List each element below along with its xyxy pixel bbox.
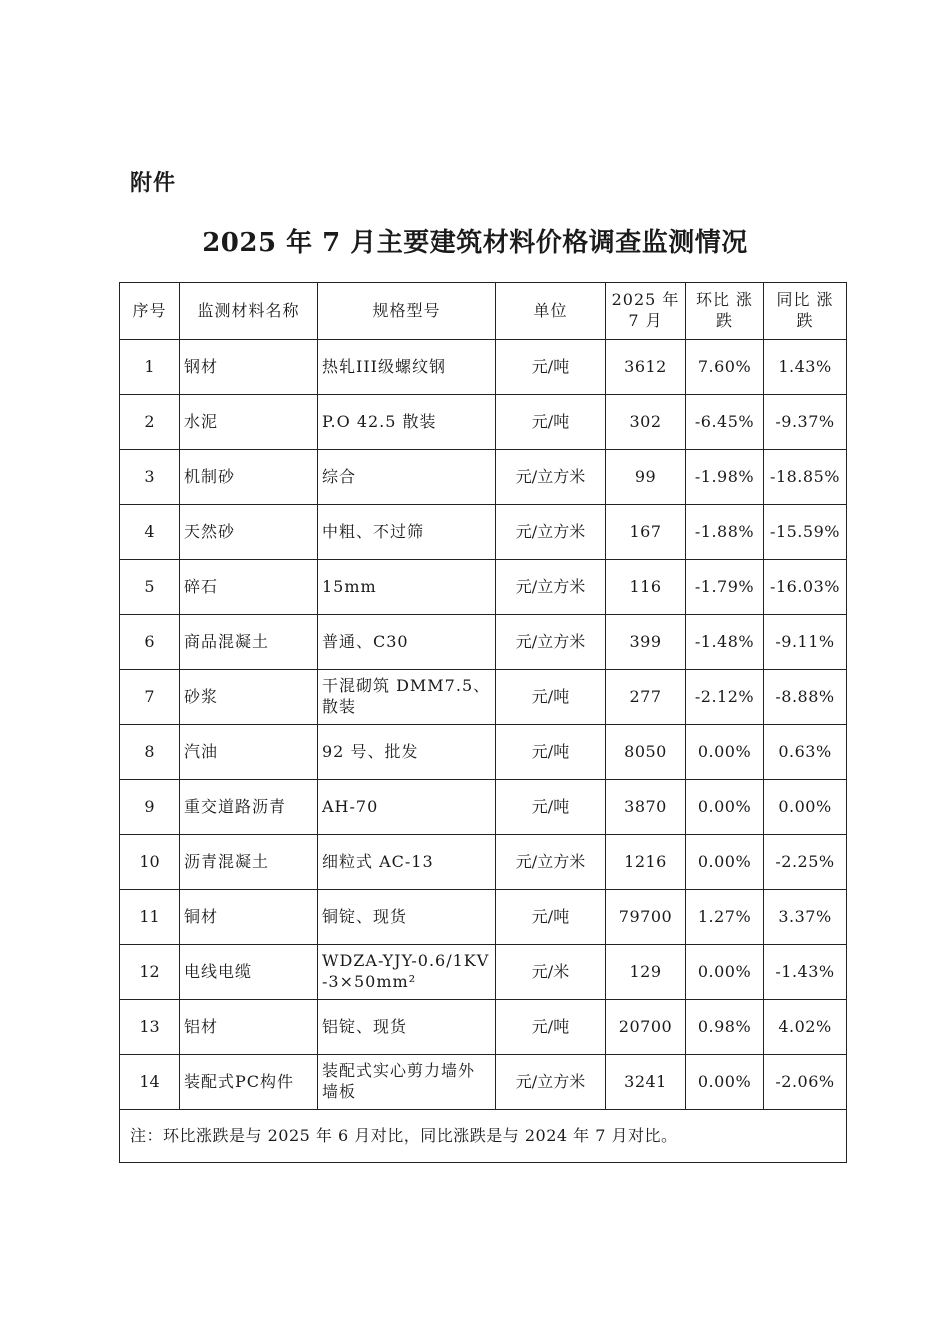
cell-spec: 铜锭、现货: [318, 890, 496, 945]
cell-mom-change: -2.12%: [686, 670, 764, 725]
cell-mom-change: 0.00%: [686, 1055, 764, 1110]
cell-unit: 元/吨: [496, 395, 606, 450]
table-row: [120, 780, 847, 835]
cell-unit: 元/立方米: [496, 835, 606, 890]
cell-price: 116: [606, 560, 686, 615]
cell-no: 13: [120, 1000, 180, 1055]
cell-yoy-change: -1.43%: [764, 945, 847, 1000]
cell-spec: 干混砌筑 DMM7.5、散装: [318, 670, 496, 725]
cell-mom-change: 0.00%: [686, 780, 764, 835]
cell-yoy-change: 1.43%: [764, 340, 847, 395]
cell-price: 302: [606, 395, 686, 450]
cell-yoy-change: 4.02%: [764, 1000, 847, 1055]
cell-unit: 元/立方米: [496, 615, 606, 670]
cell-no: 9: [120, 780, 180, 835]
cell-material-name: 碎石: [180, 560, 318, 615]
cell-material-name: 机制砂: [180, 450, 318, 505]
cell-material-name: 电线电缆: [180, 945, 318, 1000]
cell-yoy-change: -15.59%: [764, 505, 847, 560]
cell-unit: 元/吨: [496, 780, 606, 835]
cell-spec: 92 号、批发: [318, 725, 496, 780]
cell-price: 3612: [606, 340, 686, 395]
cell-yoy-change: -9.37%: [764, 395, 847, 450]
cell-no: 6: [120, 615, 180, 670]
cell-no: 10: [120, 835, 180, 890]
header-spec: 规格型号: [318, 283, 496, 340]
cell-price: 277: [606, 670, 686, 725]
cell-spec: 热轧III级螺纹钢: [318, 340, 496, 395]
cell-yoy-change: -2.06%: [764, 1055, 847, 1110]
cell-spec: 15mm: [318, 560, 496, 615]
cell-yoy-change: -16.03%: [764, 560, 847, 615]
table-row: [120, 615, 847, 670]
cell-yoy-change: -8.88%: [764, 670, 847, 725]
cell-yoy-change: 0.63%: [764, 725, 847, 780]
cell-mom-change: 0.00%: [686, 725, 764, 780]
table-row: [120, 945, 847, 1000]
header-no: 序号: [120, 283, 180, 340]
cell-unit: 元/吨: [496, 670, 606, 725]
cell-yoy-change: -9.11%: [764, 615, 847, 670]
cell-spec: 中粗、不过筛: [318, 505, 496, 560]
table-row: [120, 395, 847, 450]
table-note-row: [120, 1110, 847, 1163]
cell-material-name: 水泥: [180, 395, 318, 450]
cell-mom-change: -1.98%: [686, 450, 764, 505]
cell-no: 7: [120, 670, 180, 725]
cell-price: 79700: [606, 890, 686, 945]
cell-price: 20700: [606, 1000, 686, 1055]
table-row: [120, 670, 847, 725]
cell-mom-change: -1.88%: [686, 505, 764, 560]
table-row: [120, 725, 847, 780]
cell-unit: 元/立方米: [496, 1055, 606, 1110]
table-row: [120, 1055, 847, 1110]
cell-no: 5: [120, 560, 180, 615]
cell-no: 4: [120, 505, 180, 560]
table-row: [120, 340, 847, 395]
cell-unit: 元/吨: [496, 340, 606, 395]
cell-price: 129: [606, 945, 686, 1000]
cell-material-name: 天然砂: [180, 505, 318, 560]
cell-no: 3: [120, 450, 180, 505]
cell-yoy-change: -18.85%: [764, 450, 847, 505]
cell-spec: 装配式实心剪力墙外墙板: [318, 1055, 496, 1110]
cell-unit: 元/立方米: [496, 505, 606, 560]
cell-material-name: 商品混凝土: [180, 615, 318, 670]
table-row: [120, 505, 847, 560]
table-row: [120, 450, 847, 505]
header-price: 2025 年 7 月: [606, 283, 686, 340]
cell-mom-change: 0.98%: [686, 1000, 764, 1055]
cell-mom-change: 0.00%: [686, 835, 764, 890]
cell-spec: 细粒式 AC-13: [318, 835, 496, 890]
cell-spec: 普通、C30: [318, 615, 496, 670]
cell-spec: AH-70: [318, 780, 496, 835]
cell-spec: WDZA-YJY-0.6/1KV -3×50mm²: [318, 945, 496, 1000]
cell-material-name: 铜材: [180, 890, 318, 945]
cell-price: 399: [606, 615, 686, 670]
cell-material-name: 装配式PC构件: [180, 1055, 318, 1110]
cell-spec: P.O 42.5 散装: [318, 395, 496, 450]
cell-no: 8: [120, 725, 180, 780]
cell-mom-change: -6.45%: [686, 395, 764, 450]
cell-mom-change: 1.27%: [686, 890, 764, 945]
cell-price: 8050: [606, 725, 686, 780]
cell-no: 14: [120, 1055, 180, 1110]
cell-yoy-change: 3.37%: [764, 890, 847, 945]
cell-price: 1216: [606, 835, 686, 890]
cell-mom-change: -1.48%: [686, 615, 764, 670]
header-material-name: 监测材料名称: [180, 283, 318, 340]
header-unit: 单位: [496, 283, 606, 340]
cell-material-name: 重交道路沥青: [180, 780, 318, 835]
cell-yoy-change: 0.00%: [764, 780, 847, 835]
cell-unit: 元/吨: [496, 725, 606, 780]
cell-mom-change: 0.00%: [686, 945, 764, 1000]
table-row: [120, 560, 847, 615]
table-row: [120, 1000, 847, 1055]
cell-mom-change: 7.60%: [686, 340, 764, 395]
cell-yoy-change: -2.25%: [764, 835, 847, 890]
table-row: [120, 890, 847, 945]
cell-no: 2: [120, 395, 180, 450]
price-table: [119, 282, 847, 1163]
header-yoy-change: 同比 涨跌: [764, 283, 847, 340]
cell-no: 12: [120, 945, 180, 1000]
cell-material-name: 铝材: [180, 1000, 318, 1055]
cell-mom-change: -1.79%: [686, 560, 764, 615]
cell-price: 99: [606, 450, 686, 505]
cell-price: 3241: [606, 1055, 686, 1110]
table-note: 注：环比涨跌是与 2025 年 6 月对比，同比涨跌是与 2024 年 7 月对比。: [120, 1110, 847, 1163]
table-row: [120, 835, 847, 890]
cell-unit: 元/吨: [496, 1000, 606, 1055]
cell-price: 167: [606, 505, 686, 560]
table-body: [120, 340, 847, 1110]
cell-material-name: 汽油: [180, 725, 318, 780]
cell-no: 1: [120, 340, 180, 395]
cell-no: 11: [120, 890, 180, 945]
attachment-label: 附件: [130, 171, 177, 196]
header-mom-change: 环比 涨跌: [686, 283, 764, 340]
cell-spec: 综合: [318, 450, 496, 505]
cell-material-name: 钢材: [180, 340, 318, 395]
cell-material-name: 砂浆: [180, 670, 318, 725]
cell-unit: 元/立方米: [496, 560, 606, 615]
cell-material-name: 沥青混凝土: [180, 835, 318, 890]
cell-price: 3870: [606, 780, 686, 835]
cell-unit: 元/吨: [496, 890, 606, 945]
cell-unit: 元/立方米: [496, 450, 606, 505]
cell-spec: 铝锭、现货: [318, 1000, 496, 1055]
table-header-row: [120, 283, 847, 340]
cell-unit: 元/米: [496, 945, 606, 1000]
document-title: 2025 年 7 月主要建筑材料价格调查监测情况: [202, 228, 748, 258]
